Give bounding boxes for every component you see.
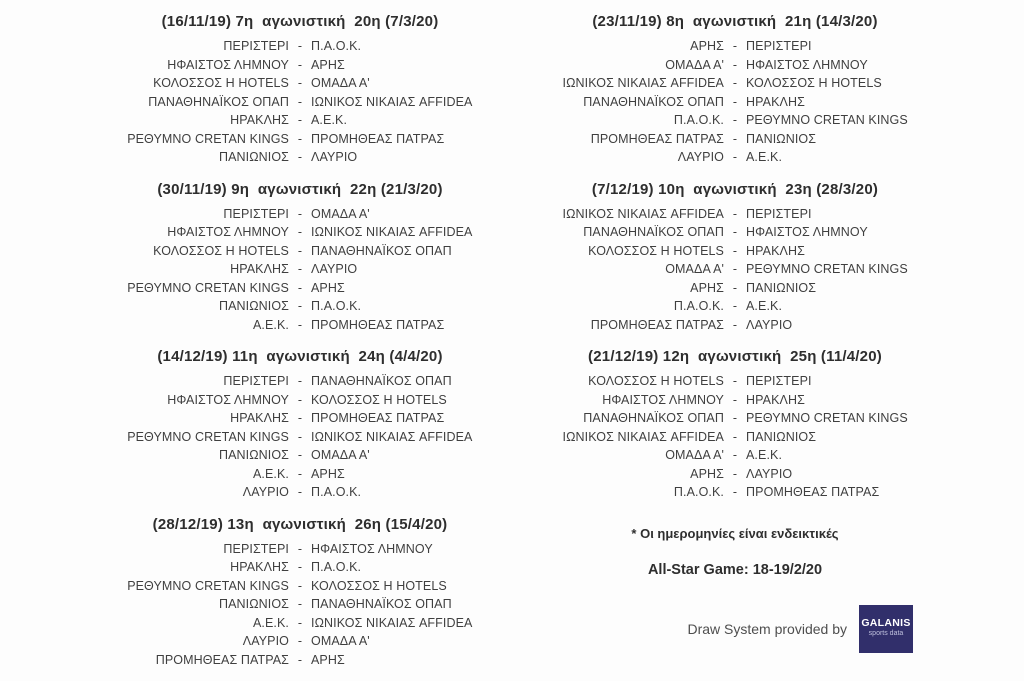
away-team: ΛΑΥΡΙΟ — [311, 150, 358, 164]
home-team: ΛΑΥΡΙΟ — [242, 634, 289, 648]
away-team: Π.Α.Ο.Κ. — [311, 560, 362, 574]
round-title: (16/11/19) 7η αγωνιστική 20η (7/3/20) — [161, 13, 439, 30]
home-team: ΛΑΥΡΙΟ — [242, 485, 289, 499]
separator: - — [297, 94, 303, 109]
separator: - — [732, 113, 738, 127]
separator: - — [297, 243, 303, 258]
away-team: ΛΑΥΡΙΟ — [746, 317, 793, 332]
separator: - — [732, 448, 738, 462]
separator: - — [297, 485, 303, 499]
separator: - — [297, 560, 303, 574]
home-team: ΠΡΟΜΗΘΕΑΣ ΠΑΤΡΑΣ — [590, 317, 724, 332]
home-team: ΡΕΘΥΜΝΟ CRETAN KINGS — [127, 131, 289, 146]
credit-text: Draw System provided by — [687, 620, 847, 637]
separator: - — [732, 392, 738, 407]
match-row — [80, 148, 520, 167]
match-row — [515, 372, 955, 391]
match-row — [80, 223, 520, 242]
away-team: ΠΑΝΙΩΝΙΟΣ — [746, 280, 817, 295]
away-team: ΛΑΥΡΙΟ — [746, 466, 793, 481]
separator: - — [297, 131, 303, 146]
away-team: ΙΩΝΙΚΟΣ ΝΙΚΑΙΑΣ AFFIDEA — [311, 429, 473, 444]
away-team: ΚΟΛΟΣΣΟΣ H HOTELS — [746, 76, 882, 90]
away-team: ΑΡΗΣ — [311, 466, 345, 481]
separator: - — [297, 448, 303, 462]
away-team: ΙΩΝΙΚΟΣ ΝΙΚΑΙΑΣ AFFIDEA — [311, 225, 473, 239]
away-team: Α.Ε.Κ. — [746, 150, 783, 164]
separator: - — [732, 262, 738, 276]
match-row — [80, 391, 520, 410]
away-team: Π.Α.Ο.Κ. — [311, 485, 362, 499]
match-row — [515, 56, 955, 75]
separator: - — [297, 466, 303, 481]
match-row — [80, 260, 520, 279]
separator: - — [297, 225, 303, 239]
home-team: ΠΑΝΑΘΗΝΑΪΚΟΣ ΟΠΑΠ — [148, 94, 289, 109]
galanis-logo — [859, 605, 913, 653]
home-team: ΟΜΑΔΑ Α' — [665, 262, 724, 276]
separator: - — [297, 615, 303, 630]
match-row — [80, 595, 520, 614]
match-row — [515, 223, 955, 242]
match-row — [80, 409, 520, 428]
home-team: ΗΦΑΙΣΤΟΣ ΛΗΜΝΟΥ — [167, 225, 289, 239]
match-row — [515, 205, 955, 224]
home-team: Π.Α.Ο.Κ. — [673, 299, 724, 313]
home-team: ΟΜΑΔΑ Α' — [665, 448, 724, 462]
match-row — [515, 316, 955, 335]
separator: - — [297, 578, 303, 593]
separator: - — [732, 317, 738, 332]
credit-row — [515, 605, 955, 653]
separator: - — [297, 206, 303, 221]
separator: - — [732, 411, 738, 425]
separator: - — [732, 466, 738, 481]
away-team: ΟΜΑΔΑ Α' — [311, 206, 370, 221]
away-team: Π.Α.Ο.Κ. — [311, 299, 362, 313]
match-list — [80, 540, 520, 670]
home-team: ΙΩΝΙΚΟΣ ΝΙΚΑΙΑΣ AFFIDEA — [562, 76, 724, 90]
home-team: Α.Ε.Κ. — [252, 615, 289, 630]
home-team: Π.Α.Ο.Κ. — [673, 485, 724, 499]
separator: - — [297, 57, 303, 72]
match-row — [515, 483, 955, 502]
match-row — [80, 614, 520, 633]
home-team: ΟΜΑΔΑ Α' — [665, 57, 724, 72]
allstar-game-note: All-Star Game: 18-19/2/20 — [647, 561, 823, 578]
match-row — [515, 446, 955, 465]
match-row — [80, 577, 520, 596]
left-column-sections — [80, 12, 520, 669]
match-row — [80, 372, 520, 391]
home-team: ΠΑΝΙΩΝΙΟΣ — [218, 597, 289, 611]
away-team: ΙΩΝΙΚΟΣ ΝΙΚΑΙΑΣ AFFIDEA — [311, 94, 473, 109]
away-team: Α.Ε.Κ. — [311, 113, 348, 127]
away-team: ΠΡΟΜΗΘΕΑΣ ΠΑΤΡΑΣ — [311, 131, 445, 146]
away-team: ΠΕΡΙΣΤΕΡΙ — [746, 206, 812, 221]
away-team: ΑΡΗΣ — [311, 57, 345, 72]
home-team: ΚΟΛΟΣΣΟΣ H HOTELS — [153, 76, 289, 90]
home-team: ΑΡΗΣ — [690, 39, 724, 53]
home-team: ΗΡΑΚΛΗΣ — [230, 113, 289, 127]
separator: - — [297, 113, 303, 127]
match-row — [515, 297, 955, 316]
match-list — [515, 372, 955, 502]
home-team: ΗΦΑΙΣΤΟΣ ΛΗΜΝΟΥ — [167, 392, 289, 407]
home-team: ΗΡΑΚΛΗΣ — [230, 262, 289, 276]
match-row — [80, 316, 520, 335]
match-row — [515, 409, 955, 428]
round-section — [80, 180, 520, 335]
match-row — [80, 428, 520, 447]
match-list — [80, 372, 520, 502]
match-list — [515, 205, 955, 335]
home-team: ΑΡΗΣ — [690, 466, 724, 481]
away-team: ΠΡΟΜΗΘΕΑΣ ΠΑΤΡΑΣ — [311, 411, 445, 425]
separator: - — [297, 39, 303, 53]
match-row — [80, 297, 520, 316]
home-team: ΠΕΡΙΣΤΕΡΙ — [223, 206, 289, 221]
separator: - — [297, 262, 303, 276]
home-team: ΠΕΡΙΣΤΕΡΙ — [223, 374, 289, 388]
match-row — [515, 279, 955, 298]
home-team: ΠΕΡΙΣΤΕΡΙ — [223, 541, 289, 556]
round-section — [515, 180, 955, 335]
match-row — [80, 279, 520, 298]
home-team: ΠΑΝΙΩΝΙΟΣ — [218, 448, 289, 462]
match-row — [515, 260, 955, 279]
match-row — [515, 242, 955, 261]
home-team: ΙΩΝΙΚΟΣ ΝΙΚΑΙΑΣ AFFIDEA — [562, 429, 724, 444]
match-row — [80, 632, 520, 651]
match-row — [80, 37, 520, 56]
right-column — [515, 12, 955, 653]
match-row — [515, 74, 955, 93]
match-row — [80, 93, 520, 112]
separator: - — [297, 299, 303, 313]
separator: - — [732, 429, 738, 444]
separator: - — [732, 280, 738, 295]
match-row — [80, 205, 520, 224]
separator: - — [732, 206, 738, 221]
home-team: ΡΕΘΥΜΝΟ CRETAN KINGS — [127, 429, 289, 444]
away-team: ΗΦΑΙΣΤΟΣ ΛΗΜΝΟΥ — [746, 225, 868, 239]
round-title: (30/11/19) 9η αγωνιστική 22η (21/3/20) — [157, 180, 443, 198]
separator: - — [732, 243, 738, 258]
match-row — [515, 391, 955, 410]
home-team: ΚΟΛΟΣΣΟΣ H HOTELS — [588, 243, 724, 258]
left-column — [80, 12, 520, 681]
match-row — [80, 446, 520, 465]
match-row — [515, 111, 955, 130]
away-team: ΠΑΝΙΩΝΙΟΣ — [746, 429, 817, 444]
separator: - — [297, 429, 303, 444]
separator: - — [297, 392, 303, 407]
home-team: ΠΡΟΜΗΘΕΑΣ ΠΑΤΡΑΣ — [590, 131, 724, 146]
away-team: Π.Α.Ο.Κ. — [311, 39, 362, 53]
home-team: Α.Ε.Κ. — [252, 317, 289, 332]
match-row — [80, 56, 520, 75]
round-section — [80, 515, 520, 670]
match-row — [515, 148, 955, 167]
home-team: ΗΦΑΙΣΤΟΣ ΛΗΜΝΟΥ — [167, 57, 289, 72]
away-team: ΠΡΟΜΗΘΕΑΣ ΠΑΤΡΑΣ — [311, 317, 445, 332]
match-row — [80, 130, 520, 149]
separator: - — [297, 652, 303, 667]
match-list — [515, 37, 955, 167]
round-title: (21/12/19) 12η αγωνιστική 25η (11/4/20) — [588, 348, 882, 365]
away-team: ΑΡΗΣ — [311, 652, 345, 667]
separator: - — [297, 597, 303, 611]
away-team: ΡΕΘΥΜΝΟ CRETAN KINGS — [746, 113, 908, 127]
away-team: ΡΕΘΥΜΝΟ CRETAN KINGS — [746, 411, 908, 425]
away-team: ΗΦΑΙΣΤΟΣ ΛΗΜΝΟΥ — [746, 57, 868, 72]
away-team: ΗΡΑΚΛΗΣ — [746, 392, 805, 407]
dates-indicative-note: * Οι ημερομηνίες είναι ενδεικτικές — [631, 525, 839, 541]
round-section — [80, 347, 520, 502]
right-column-sections — [515, 12, 955, 502]
away-team: ΚΟΛΟΣΣΟΣ H HOTELS — [311, 392, 447, 407]
round-title: (23/11/19) 8η αγωνιστική 21η (14/3/20) — [592, 13, 878, 30]
match-row — [80, 465, 520, 484]
home-team: ΗΦΑΙΣΤΟΣ ΛΗΜΝΟΥ — [602, 392, 724, 407]
match-row — [515, 93, 955, 112]
away-team: ΠΑΝΙΩΝΙΟΣ — [746, 131, 817, 146]
away-team: ΑΡΗΣ — [311, 280, 345, 295]
home-team: ΠΑΝΙΩΝΙΟΣ — [218, 150, 289, 164]
separator: - — [297, 280, 303, 295]
round-section — [80, 12, 520, 167]
away-team: Α.Ε.Κ. — [746, 299, 783, 313]
separator: - — [732, 150, 738, 164]
separator: - — [732, 57, 738, 72]
away-team: ΡΕΘΥΜΝΟ CRETAN KINGS — [746, 262, 908, 276]
home-team: ΡΕΘΥΜΝΟ CRETAN KINGS — [127, 578, 289, 593]
home-team: Α.Ε.Κ. — [252, 466, 289, 481]
round-section — [515, 12, 955, 167]
match-row — [80, 540, 520, 559]
match-row — [80, 558, 520, 577]
home-team: ΡΕΘΥΜΝΟ CRETAN KINGS — [127, 280, 289, 295]
match-row — [80, 483, 520, 502]
away-team: ΗΦΑΙΣΤΟΣ ΛΗΜΝΟΥ — [311, 541, 433, 556]
home-team: ΗΡΑΚΛΗΣ — [230, 411, 289, 425]
away-team: ΠΕΡΙΣΤΕΡΙ — [746, 39, 812, 53]
home-team: ΠΑΝΙΩΝΙΟΣ — [218, 299, 289, 313]
home-team: Π.Α.Ο.Κ. — [673, 113, 724, 127]
round-title: (28/12/19) 13η αγωνιστική 26η (15/4/20) — [152, 515, 448, 533]
away-team: ΠΑΝΑΘΗΝΑΪΚΟΣ ΟΠΑΠ — [311, 243, 452, 258]
away-team: ΠΑΝΑΘΗΝΑΪΚΟΣ ΟΠΑΠ — [311, 597, 452, 611]
separator: - — [732, 39, 738, 53]
away-team: ΟΜΑΔΑ Α' — [311, 76, 370, 90]
home-team: ΗΡΑΚΛΗΣ — [230, 560, 289, 574]
home-team: ΑΡΗΣ — [690, 280, 724, 295]
home-team: ΠΑΝΑΘΗΝΑΪΚΟΣ ΟΠΑΠ — [583, 411, 724, 425]
match-row — [80, 74, 520, 93]
home-team: ΠΑΝΑΘΗΝΑΪΚΟΣ ΟΠΑΠ — [583, 94, 724, 109]
separator: - — [732, 225, 738, 239]
home-team: ΛΑΥΡΙΟ — [677, 150, 724, 164]
separator: - — [732, 76, 738, 90]
home-team: ΚΟΛΟΣΣΟΣ H HOTELS — [153, 243, 289, 258]
match-row — [80, 651, 520, 670]
away-team: ΟΜΑΔΑ Α' — [311, 634, 370, 648]
away-team: ΚΟΛΟΣΣΟΣ H HOTELS — [311, 578, 447, 593]
separator: - — [297, 374, 303, 388]
match-row — [515, 37, 955, 56]
away-team: ΗΡΑΚΛΗΣ — [746, 243, 805, 258]
home-team: ΠΕΡΙΣΤΕΡΙ — [223, 39, 289, 53]
away-team: ΠΡΟΜΗΘΕΑΣ ΠΑΤΡΑΣ — [746, 485, 880, 499]
match-list — [80, 205, 520, 335]
home-team: ΠΑΝΑΘΗΝΑΪΚΟΣ ΟΠΑΠ — [583, 225, 724, 239]
round-title: (7/12/19) 10η αγωνιστική 23η (28/3/20) — [591, 180, 879, 198]
separator: - — [732, 299, 738, 313]
separator: - — [732, 485, 738, 499]
separator: - — [297, 411, 303, 425]
away-team: ΠΕΡΙΣΤΕΡΙ — [746, 374, 812, 388]
home-team: ΠΡΟΜΗΘΕΑΣ ΠΑΤΡΑΣ — [155, 652, 289, 667]
match-row — [80, 111, 520, 130]
logo-subtitle: sports data — [868, 629, 904, 637]
separator: - — [732, 131, 738, 146]
away-team: ΛΑΥΡΙΟ — [311, 262, 358, 276]
away-team: ΟΜΑΔΑ Α' — [311, 448, 370, 462]
separator: - — [297, 541, 303, 556]
separator: - — [297, 634, 303, 648]
separator: - — [297, 76, 303, 90]
separator: - — [732, 94, 738, 109]
match-row — [515, 130, 955, 149]
separator: - — [732, 374, 738, 388]
match-row — [80, 242, 520, 261]
away-team: ΠΑΝΑΘΗΝΑΪΚΟΣ ΟΠΑΠ — [311, 374, 452, 388]
round-title: (14/12/19) 11η αγωνιστική 24η (4/4/20) — [157, 348, 443, 365]
home-team: ΚΟΛΟΣΣΟΣ H HOTELS — [588, 374, 724, 388]
away-team: ΗΡΑΚΛΗΣ — [746, 94, 805, 109]
away-team: ΙΩΝΙΚΟΣ ΝΙΚΑΙΑΣ AFFIDEA — [311, 615, 473, 630]
match-list — [80, 37, 520, 167]
home-team: ΙΩΝΙΚΟΣ ΝΙΚΑΙΑΣ AFFIDEA — [562, 206, 724, 221]
match-row — [515, 465, 955, 484]
round-section — [515, 347, 955, 502]
away-team: Α.Ε.Κ. — [746, 448, 783, 462]
separator: - — [297, 317, 303, 332]
match-row — [515, 428, 955, 447]
separator: - — [297, 150, 303, 164]
logo-title: GALANIS — [861, 616, 911, 629]
